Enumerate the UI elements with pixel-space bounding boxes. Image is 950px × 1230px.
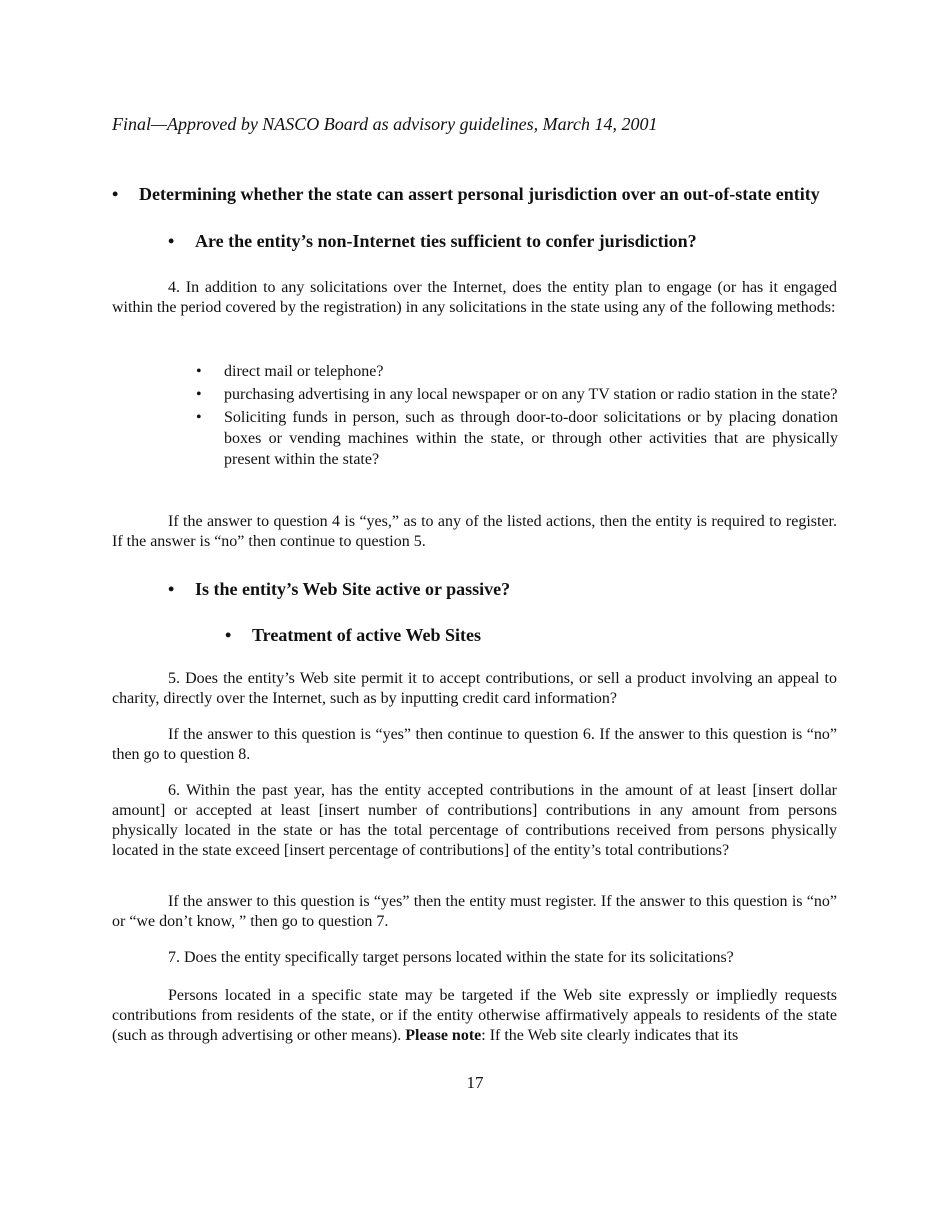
bullet-icon: •	[196, 363, 202, 380]
question-7-note	[112, 986, 837, 1046]
list-item	[196, 407, 838, 470]
subsection-heading-active-sites	[225, 625, 481, 646]
page-number: 17	[466, 1073, 484, 1092]
list-item-text: purchasing advertising in any local newspaper or on any TV station or radio station in the state?	[224, 386, 838, 403]
subsection-heading-text: Are the entity’s non-Internet ties sufficient to confer jurisdiction?	[195, 231, 697, 251]
subsection-heading-text: Is the entity’s Web Site active or passive?	[195, 579, 511, 599]
bullet-icon: •	[112, 184, 119, 204]
question-7-note-text: Persons located in a specific state may be targeted if the Web site expressly or impliedly requests contributions from residents of the state, or if the entity otherwise affirmatively appeals to residents of the state (such as through advertising or other means).	[112, 987, 837, 1044]
question-5: 5. Does the entity’s Web site permit it to accept contributions, or sell a product involving an appeal to charity, directly over the Internet, such as by inputting credit card information?	[112, 670, 837, 707]
bullet-icon: •	[225, 625, 232, 645]
list-item-text: Soliciting funds in person, such as through door-to-door solicitations or by placing donation boxes or vending machines within the state, or through other activities that are physically present within the state?	[224, 409, 838, 468]
list-item	[196, 361, 838, 382]
subsection-heading-web-site	[168, 579, 510, 600]
question-4-answer: If the answer to question 4 is “yes,” as to any of the listed actions, then the entity is required to register. If the answer is “no” then continue to question 5.	[112, 513, 837, 550]
list-item	[196, 384, 838, 405]
list-item-text: direct mail or telephone?	[224, 363, 384, 380]
subsection-heading-non-internet-ties	[168, 231, 697, 252]
solicitation-methods-list	[196, 361, 838, 472]
bullet-icon: •	[196, 386, 202, 403]
question-5-answer: If the answer to this question is “yes” then continue to question 6. If the answer to this question is “no” then go to question 8.	[112, 726, 837, 763]
please-note-label: Please note	[405, 1027, 482, 1044]
question-4: 4. In addition to any solicitations over the Internet, does the entity plan to engage (or has it engaged within the period covered by the registration) in any solicitations in the state using any of the following methods:	[112, 279, 837, 316]
question-7-note-continuation: : If the Web site clearly indicates that its	[481, 1027, 739, 1044]
question-6: 6. Within the past year, has the entity accepted contributions in the amount of at least [insert dollar amount] or accepted at least [insert number of contributions] contributions in any amount from persons physically located in the state or has the total percentage of contributions received from persons physically located in the state exceed [insert percentage of contributions] of the entity’s total contributions?	[112, 782, 837, 859]
section-heading-jurisdiction	[112, 184, 820, 205]
question-6-answer: If the answer to this question is “yes” then the entity must register. If the answer to this question is “no” or “we don’t know, ” then go to question 7.	[112, 893, 837, 930]
subsection-heading-text: Treatment of active Web Sites	[252, 625, 481, 645]
question-7: 7. Does the entity specifically target persons located within the state for its solicitations?	[168, 949, 734, 966]
bullet-icon: •	[168, 579, 175, 599]
bullet-icon: •	[196, 409, 202, 426]
section-heading-text: Determining whether the state can assert personal jurisdiction over an out-of-state entity	[139, 184, 820, 204]
bullet-icon: •	[168, 231, 175, 251]
document-header: Final—Approved by NASCO Board as advisory guidelines, March 14, 2001	[112, 114, 658, 134]
